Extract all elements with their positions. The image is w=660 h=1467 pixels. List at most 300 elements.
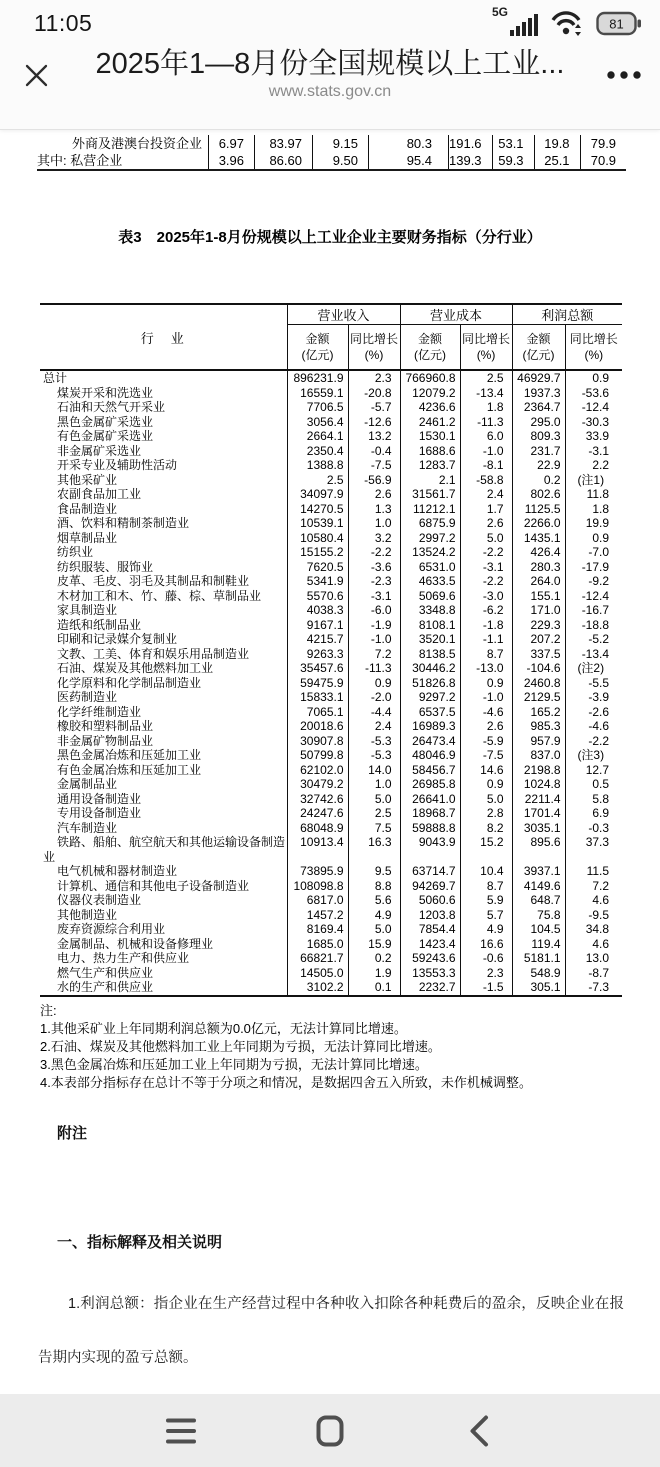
cell-value: -3.1 (460, 560, 512, 575)
cell-value: 5060.6 (400, 893, 460, 908)
cell-value: 68048.9 (287, 821, 348, 836)
cell-value: 0.9 (348, 676, 400, 691)
cell-value: 8.8 (348, 879, 400, 894)
cell-value: 0.1 (348, 980, 400, 996)
cell-value: 6817.0 (287, 893, 348, 908)
cell-value: -8.7 (565, 966, 622, 981)
cell-value: 108098.8 (287, 879, 348, 894)
cell-value: 0.9 (565, 370, 622, 386)
cell-value: 15.9 (348, 937, 400, 952)
cell-value: 9297.2 (400, 690, 460, 705)
industry-label: 造纸和纸制品业 (57, 617, 142, 632)
cell-value: 79.9 (580, 135, 626, 152)
industry-row (40, 516, 622, 531)
industry-label: 金属制品业 (57, 777, 118, 791)
cell-value: 53.1 (492, 135, 534, 152)
cell-value: 802.6 (512, 487, 565, 502)
cell-value: 7.2 (348, 647, 400, 662)
industry-label: 汽车制造业 (57, 820, 118, 835)
cell-value: 280.3 (512, 560, 565, 575)
industry-label: 有色金属矿采选业 (57, 429, 154, 443)
cell-value: 7.2 (565, 879, 622, 894)
cell-value: 95.4 (369, 152, 449, 170)
back-button[interactable] (457, 1409, 501, 1453)
cell-value: -18.8 (565, 618, 622, 633)
cell-value: -0.4 (348, 444, 400, 459)
cell-value: 30446.2 (400, 661, 460, 676)
industry-row (40, 560, 622, 575)
cell-value: 4.9 (348, 908, 400, 923)
cell-value: 50799.8 (287, 748, 348, 763)
industry-label: 石油和天然气开采业 (57, 400, 166, 414)
cell-value: 548.9 (512, 966, 565, 981)
subheader-amount: 金额 (亿元) (400, 325, 460, 371)
cell-value: 30907.8 (287, 734, 348, 749)
home-button[interactable] (308, 1409, 352, 1453)
cell-value: -3.9 (565, 690, 622, 705)
cell-value: 809.3 (512, 429, 565, 444)
industry-label: 专用设备制造业 (57, 806, 142, 820)
cell-value: 59243.6 (400, 951, 460, 966)
cell-value: 18968.7 (400, 806, 460, 821)
cell-value: 14.6 (460, 763, 512, 778)
cell-value: -1.8 (460, 618, 512, 633)
cell-value: 16989.3 (400, 719, 460, 734)
cell-value: 11212.1 (400, 502, 460, 517)
industry-table-header (40, 304, 622, 370)
cell-value: 1457.2 (287, 908, 348, 923)
industry-label: 电力、热力生产和供应业 (57, 951, 190, 965)
note-reference-cell: (注2) (565, 661, 622, 676)
industry-row (40, 444, 622, 459)
cell-value: -2.3 (348, 574, 400, 589)
cell-value: 15.2 (460, 835, 512, 864)
industry-row (40, 531, 622, 546)
cell-value: -2.2 (460, 574, 512, 589)
close-icon (23, 62, 50, 89)
cell-value: 2.4 (460, 487, 512, 502)
cell-value: 26473.4 (400, 734, 460, 749)
cell-value: -9.2 (565, 574, 622, 589)
cell-value: 14505.0 (287, 966, 348, 981)
cell-value: 337.5 (512, 647, 565, 662)
industry-label: 木材加工和木、竹、藤、棕、草制品业 (57, 588, 262, 603)
cell-value: 231.7 (512, 444, 565, 459)
cell-value: 7620.5 (287, 560, 348, 575)
cell-value: 24247.6 (287, 806, 348, 821)
cell-value: 5181.1 (512, 951, 565, 966)
cell-value: 1125.5 (512, 502, 565, 517)
cell-value: 15155.2 (287, 545, 348, 560)
industry-label: 水的生产和供应业 (57, 980, 154, 994)
row-label: 外商及港澳台投资企业 (71, 135, 202, 151)
status-bar (0, 0, 660, 36)
industry-row (40, 415, 622, 430)
cell-value: 0.2 (348, 951, 400, 966)
cell-value: -4.4 (348, 705, 400, 720)
industry-label: 铁路、船舶、航空航天和其他运输设备制造业 (43, 835, 286, 864)
cell-value: 766960.8 (400, 370, 460, 386)
industry-label: 化学纤维制造业 (57, 704, 142, 719)
industry-row (40, 458, 622, 473)
industry-row (40, 980, 622, 996)
cell-value: -13.4 (460, 386, 512, 401)
cell-value: 2997.2 (400, 531, 460, 546)
industry-label: 纺织业 (57, 545, 94, 559)
cell-value: 14270.5 (287, 502, 348, 517)
battery-icon (596, 11, 642, 36)
cell-value: -5.7 (348, 400, 400, 415)
appendix-heading: 附注 (57, 1124, 88, 1142)
partial-table-body (37, 135, 626, 170)
industry-row (40, 618, 622, 633)
cell-value: -5.3 (348, 748, 400, 763)
android-nav-bar (0, 1394, 660, 1467)
cell-value: 5.0 (348, 922, 400, 937)
cell-value: -20.8 (348, 386, 400, 401)
cell-value: 46929.7 (512, 370, 565, 386)
industry-label: 开采专业及辅助性活动 (57, 458, 178, 472)
cell-value: 2350.4 (287, 444, 348, 459)
industry-row (40, 487, 622, 502)
industry-label: 总计 (43, 371, 68, 385)
cell-value: 3937.1 (512, 864, 565, 879)
cell-value: 5.7 (460, 908, 512, 923)
cell-value: -3.0 (460, 589, 512, 604)
note-reference-cell: (注3) (565, 748, 622, 763)
cell-value: 2.6 (460, 516, 512, 531)
cell-value: 5341.9 (287, 574, 348, 589)
cell-value: 4149.6 (512, 879, 565, 894)
cell-value: 2.8 (460, 806, 512, 821)
cell-value: 5.0 (460, 531, 512, 546)
cell-value: 229.3 (512, 618, 565, 633)
industry-row (40, 429, 622, 444)
subheader-growth: 同比增长 (%) (565, 325, 622, 371)
status-icons (491, 5, 642, 36)
industry-label: 金属制品、机械和设备修理业 (57, 936, 214, 951)
cell-value: -2.0 (348, 690, 400, 705)
cell-value: 3056.4 (287, 415, 348, 430)
cell-value: -58.8 (460, 473, 512, 488)
recent-apps-button[interactable] (159, 1409, 203, 1453)
cell-value: 9.5 (348, 864, 400, 879)
industry-row (40, 734, 622, 749)
cell-value: -0.6 (460, 951, 512, 966)
cell-value: 2232.7 (400, 980, 460, 996)
cell-value: 11.8 (565, 487, 622, 502)
cell-value: 305.1 (512, 980, 565, 996)
column-group-revenue: 营业收入 (287, 304, 400, 325)
industry-row (40, 676, 622, 691)
industry-indicator-table (40, 303, 622, 997)
cell-value: 0.5 (565, 777, 622, 792)
cell-value: 25.1 (534, 152, 580, 170)
cell-value: 48046.9 (400, 748, 460, 763)
cell-value: 12079.2 (400, 386, 460, 401)
cell-value: 2461.2 (400, 415, 460, 430)
industry-row (40, 937, 622, 952)
cell-value: 5.9 (460, 893, 512, 908)
cell-value: 171.0 (512, 603, 565, 618)
cell-value: 264.0 (512, 574, 565, 589)
cell-value: 9.15 (313, 135, 369, 152)
cell-value: -12.6 (348, 415, 400, 430)
cell-value: 94269.7 (400, 879, 460, 894)
cell-value: 2.2 (565, 458, 622, 473)
cell-value: 8138.5 (400, 647, 460, 662)
cell-value: 5.6 (348, 893, 400, 908)
cell-value: -5.2 (565, 632, 622, 647)
cell-value: 1937.3 (512, 386, 565, 401)
industry-row (40, 777, 622, 792)
cell-value: 1283.7 (400, 458, 460, 473)
page-title: 2025年1—8月份全国规模以上工业... (95, 48, 565, 80)
cell-value: -56.9 (348, 473, 400, 488)
cell-value: 12.7 (565, 763, 622, 778)
cell-value: 37.3 (565, 835, 622, 864)
cell-value: 51826.8 (400, 676, 460, 691)
battery-percentage: 81 (609, 16, 624, 32)
cell-value: 63714.7 (400, 864, 460, 879)
cell-value: 33.9 (565, 429, 622, 444)
cell-value: 2.5 (460, 370, 512, 386)
cell-value: 16.6 (460, 937, 512, 952)
cell-value: -2.2 (460, 545, 512, 560)
column-header-industry: 行 业 (40, 304, 287, 370)
cell-value: -3.6 (348, 560, 400, 575)
page-url: www.stats.gov.cn (268, 83, 392, 100)
cell-value: -16.7 (565, 603, 622, 618)
cell-value: 26985.8 (400, 777, 460, 792)
cell-value: 1530.1 (400, 429, 460, 444)
cell-value: 5.0 (460, 792, 512, 807)
industry-row (40, 806, 622, 821)
cell-value: -4.6 (565, 719, 622, 734)
cell-value: 1.8 (565, 502, 622, 517)
industry-label: 有色金属冶炼和压延加工业 (57, 762, 202, 777)
cell-value: -1.5 (460, 980, 512, 996)
note-reference-cell: (注1) (565, 473, 622, 488)
cell-value: 426.4 (512, 545, 565, 560)
cell-value: -2.6 (565, 705, 622, 720)
cell-value: 73895.9 (287, 864, 348, 879)
cell-value: -12.4 (565, 400, 622, 415)
industry-row (40, 603, 622, 618)
cell-value: 3035.1 (512, 821, 565, 836)
cell-value: 13.2 (348, 429, 400, 444)
cell-value: 1388.8 (287, 458, 348, 473)
cell-value: 1435.1 (512, 531, 565, 546)
industry-label: 石油、煤炭及其他燃料加工业 (57, 661, 214, 675)
cell-value: 3102.2 (287, 980, 348, 996)
cell-value: 0.9 (460, 676, 512, 691)
cell-value: 6.97 (209, 135, 255, 152)
cell-value: 66821.7 (287, 951, 348, 966)
industry-label: 橡胶和塑料制品业 (57, 719, 154, 733)
cell-value: 4236.6 (400, 400, 460, 415)
table-note: 3.黑色金属冶炼和压延加工业上年同期为亏损，无法计算同比增速。 (40, 1056, 428, 1072)
cell-value: 1701.4 (512, 806, 565, 821)
subheader-growth: 同比增长 (%) (348, 325, 400, 371)
industry-label: 其他制造业 (57, 907, 118, 922)
table-note: 1.其他采矿业上年同期利润总额为0.0亿元，无法计算同比增速。 (40, 1020, 407, 1036)
cell-value: 3348.8 (400, 603, 460, 618)
cell-value: 3520.1 (400, 632, 460, 647)
industry-label: 农副食品加工业 (57, 487, 142, 501)
table-note: 4.本表部分指标存在总计不等于分项之和情况，是数据四舍五入所致，未作机械调整。 (40, 1074, 532, 1090)
cell-value: 10913.4 (287, 835, 348, 864)
industry-row (40, 864, 622, 879)
cell-value: -11.3 (348, 661, 400, 676)
cell-value: 2.4 (348, 719, 400, 734)
cell-value: -7.0 (565, 545, 622, 560)
cell-value: -13.4 (565, 647, 622, 662)
cell-value: -13.0 (460, 661, 512, 676)
cell-value: 2664.1 (287, 429, 348, 444)
cell-value: 22.9 (512, 458, 565, 473)
cell-value: -6.0 (348, 603, 400, 618)
cell-value: 2129.5 (512, 690, 565, 705)
cell-value: -5.9 (460, 734, 512, 749)
wifi-icon (551, 10, 585, 36)
cell-value: 1.8 (460, 400, 512, 415)
table-notes-list (40, 1020, 660, 1092)
industry-label: 化学原料和化学制品制造业 (57, 675, 202, 690)
cell-value: 4215.7 (287, 632, 348, 647)
cell-value: 2.5 (348, 806, 400, 821)
industry-row (40, 821, 622, 836)
cell-value: 15833.1 (287, 690, 348, 705)
industry-row (40, 719, 622, 734)
cell-value: 7065.1 (287, 705, 348, 720)
cell-value: -1.0 (348, 632, 400, 647)
cell-value: 139.3 (449, 152, 493, 170)
cell-value: 58456.7 (400, 763, 460, 778)
industry-row (40, 370, 622, 386)
cell-value: 9.50 (313, 152, 369, 170)
industry-label: 煤炭开采和洗选业 (57, 385, 154, 400)
cell-value: -1.9 (348, 618, 400, 633)
industry-label: 电气机械和器材制造业 (57, 864, 178, 878)
cell-value: 837.0 (512, 748, 565, 763)
industry-label: 家具制造业 (57, 603, 118, 617)
cell-value: 31561.7 (400, 487, 460, 502)
industry-label: 纺织服装、服饰业 (57, 559, 154, 574)
industry-row (40, 661, 622, 676)
industry-row (40, 632, 622, 647)
cell-value: 7706.5 (287, 400, 348, 415)
cell-value: 2.5 (287, 473, 348, 488)
cell-value: 2.3 (348, 370, 400, 386)
cell-value: -12.4 (565, 589, 622, 604)
browser-chrome (0, 0, 660, 130)
industry-row (40, 748, 622, 763)
industry-label: 文教、工美、体育和娱乐用品制造业 (57, 646, 250, 661)
cell-value: 1.7 (460, 502, 512, 517)
cell-value: 10580.4 (287, 531, 348, 546)
cell-value: 59475.9 (287, 676, 348, 691)
cell-value: 4038.3 (287, 603, 348, 618)
cell-value: 4633.5 (400, 574, 460, 589)
subheader-growth: 同比增长 (%) (460, 325, 512, 371)
more-menu-icon (606, 70, 642, 80)
cell-value: 19.8 (534, 135, 580, 152)
cell-value: 295.0 (512, 415, 565, 430)
cell-value: 6531.0 (400, 560, 460, 575)
cell-value: -53.6 (565, 386, 622, 401)
industry-row (40, 502, 622, 517)
cell-value: 9167.1 (287, 618, 348, 633)
cell-value: 80.3 (369, 135, 449, 152)
back-icon (469, 1415, 489, 1447)
cell-value: -3.1 (565, 444, 622, 459)
cell-value: 7854.4 (400, 922, 460, 937)
industry-label: 废弃资源综合利用业 (57, 922, 166, 936)
cell-value: 4.6 (565, 893, 622, 908)
table-note: 2.石油、煤炭及其他燃料加工业上年同期为亏损，无法计算同比增速。 (40, 1038, 441, 1054)
cell-value: 59888.8 (400, 821, 460, 836)
industry-label: 印刷和记录媒介复制业 (57, 632, 178, 646)
cell-value: 86.60 (255, 152, 313, 170)
cell-value: 1688.6 (400, 444, 460, 459)
cell-value: -8.1 (460, 458, 512, 473)
close-button[interactable] (16, 55, 56, 95)
cell-value: 11.5 (565, 864, 622, 879)
cell-value: 119.4 (512, 937, 565, 952)
cell-value: 14.0 (348, 763, 400, 778)
cell-value: 1.0 (348, 777, 400, 792)
cell-value: 16559.1 (287, 386, 348, 401)
profit-definition-paragraph: 1.利润总额：指企业在生产经营过程中各种收入扣除各种耗费后的盈余，反映企业在报告期内实现的盈亏总额。 (38, 1295, 624, 1366)
industry-label: 通用设备制造业 (57, 791, 142, 806)
industry-label: 烟草制品业 (57, 530, 118, 545)
cell-value: 75.8 (512, 908, 565, 923)
column-group-profit: 利润总额 (512, 304, 622, 325)
cell-value: 70.9 (580, 152, 626, 170)
cell-value: 16.3 (348, 835, 400, 864)
industry-row (40, 690, 622, 705)
industry-row (40, 835, 622, 864)
cell-value: 8.7 (460, 879, 512, 894)
more-menu-button[interactable] (604, 55, 644, 95)
subheader-amount: 金额 (亿元) (512, 325, 565, 371)
industry-label: 黑色金属矿采选业 (57, 414, 154, 429)
cell-value: 191.6 (449, 135, 493, 152)
cell-value: 0.9 (565, 531, 622, 546)
cell-value: 13524.2 (400, 545, 460, 560)
cell-value: 13553.3 (400, 966, 460, 981)
home-icon (316, 1415, 344, 1447)
industry-row (40, 922, 622, 937)
partial-ownership-table (37, 135, 626, 171)
page-title-block (56, 48, 604, 102)
cell-value: -4.6 (460, 705, 512, 720)
industry-row (40, 893, 622, 908)
industry-row (40, 473, 622, 488)
cell-value: 896231.9 (287, 370, 348, 386)
cell-value: 1.3 (348, 502, 400, 517)
cell-value: 2.3 (460, 966, 512, 981)
cell-value: 19.9 (565, 516, 622, 531)
clock: 11:05 (34, 9, 93, 36)
cell-value: -11.3 (460, 415, 512, 430)
recent-apps-icon (166, 1417, 196, 1445)
cell-value: -6.2 (460, 603, 512, 618)
cell-value: 957.9 (512, 734, 565, 749)
cell-value: 2460.8 (512, 676, 565, 691)
cellular-signal-icon: 5G (492, 10, 540, 36)
